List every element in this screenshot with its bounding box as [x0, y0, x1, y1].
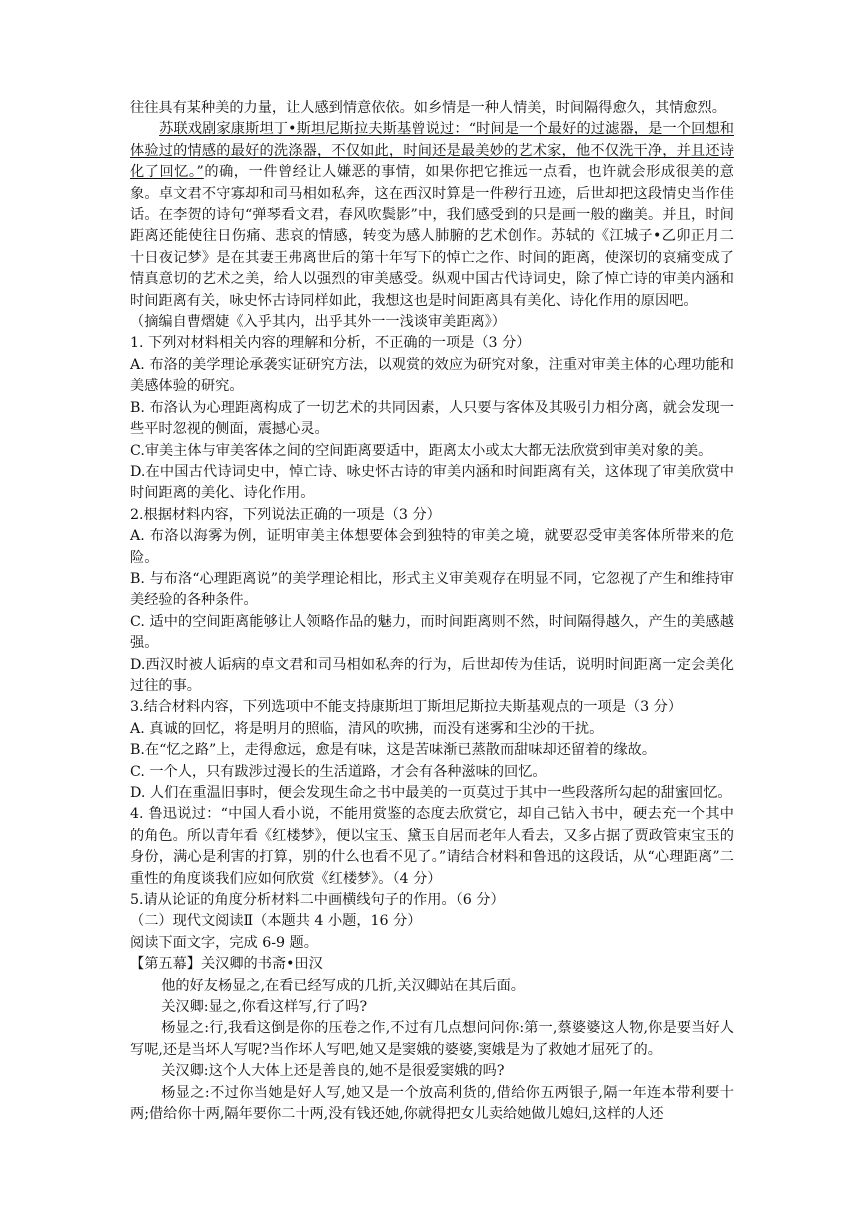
scene-title: 【第五幕】关汉卿的书斋•田汉 — [130, 956, 323, 973]
question-2-option-c: C. 适中的空间距离能够让人领略作品的魅力，而时间距离则不然，时间隔得越久，产生的美感越强。 — [130, 613, 734, 652]
question-3-option-c: C. 一个人，只有跋涉过漫长的生活道路，才会有各种滋味的回忆。 — [130, 763, 547, 780]
stage-direction: 他的好友杨显之,在看已经写成的几折,关汉卿站在其后面。 — [161, 977, 525, 994]
question-3-option-b: B.在“忆之路”上，走得愈远，愈是有味，这是苦味渐已蒸散而甜味却还留着的缘故。 — [130, 742, 657, 759]
question-5: 5.请从论证的角度分析材料二中画横线句子的作用。（6 分） — [130, 892, 505, 909]
section-instruction: 阅读下面文字，完成 6-9 题。 — [130, 934, 318, 951]
dialogue-line: 关汉卿:显之,你看这样写,行了吗? — [161, 999, 368, 1016]
dialogue-line: 杨显之:行,我看这倒是你的压卷之作,不过有几点想问问你:第一,蔡婆婆这人物,你是要当好人写呢,还是当坏人写呢?当作坏人写吧,她又是窦娥的婆婆,窦娥是为了救她才屈死了的。 — [130, 1020, 734, 1058]
question-3-option-d: D. 人们在重温旧事时，便会发现生命之书中最美的一页莫过于其中一些段落所勾起的甜蜜回忆。 — [130, 785, 732, 801]
section-heading: （二）现代文阅读Ⅱ（本题共 4 小题，16 分） — [130, 913, 422, 930]
question-3: 3.结合材料内容，下列选项中不能支持康斯坦丁斯坦尼斯拉夫斯基观点的一项是（3 分） — [130, 699, 683, 716]
passage-source: （摘编自曹熠婕《入乎其内，出乎其外一一浅谈审美距离》） — [130, 314, 506, 331]
passage-paragraph-quote — [130, 119, 734, 312]
question-1: 1. 下列对材料相关内容的理解和分析，不正确的一项是（3 分） — [130, 335, 531, 352]
question-1-option-a: A. 布洛的美学理论承袭实证研究方法，以观赏的效应为研究对象，注重对审美主体的心理功能和美感体验的研究。 — [130, 356, 734, 395]
question-4: 4. 鲁迅说过：“中国人看小说，不能用赏鉴的态度去欣赏它，却自己钻入书中，硬去充一个其中的角色。所以青年看《红楼梦》，便以宝玉、黛玉自居而老年人看去，又多占据了贾政管束宝玉的身份，满心是利害的打算，别的什么也看不见了。”请结合材料和鲁迅的这段话，从“心理距离”二重性的角度谈我们应如何欣赏《红楼梦》。（4 分） — [130, 806, 734, 887]
underlined-quote-sentence: “时间是一个最好的过滤器，是一个回想和体验过的情感的最好的洗涤器，不仅如此，时间还是最美妙的艺术家，他不仅洗干净，并且还诗化了回忆。” — [130, 121, 734, 181]
question-2-option-b: B. 与布洛“心理距离说”的美学理论相比，形式主义审美观存在明显不同，它忽视了产生和维持审美经验的各种条件。 — [130, 570, 734, 609]
dialogue-line: 杨显之:不过你当她是好人写,她又是一个放高利货的,借给你五两银子,隔一年连本带利要十两;借给你十两,隔年要你二十两,没有钱还她,你就得把女儿卖给她做儿媳妇,这样的人还 — [130, 1084, 734, 1123]
question-3-option-a: A. 真诚的回忆，将是明月的照临，清风的吹拂，而没有迷雾和尘沙的干扰。 — [130, 720, 604, 737]
question-1-option-b: B. 布洛认为心理距离构成了一切艺术的共同因素，人只要与客体及其吸引力相分离，就会发现一些平时忽视的侧面，震撼心灵。 — [130, 399, 734, 438]
passage-paragraph-continued: 往往具有某种美的力量，让人感到情意依依。如乡情是一种人情美，时间隔得愈久，其情愈烈。 — [130, 100, 726, 116]
passage-paragraph-body: 的确，一件曾经让人嫌恶的事情，如果你把它推远一点看，也许就会形成很美的意象。卓文君不守寡却和司马相如私奔，这在西汉时算是一件秽行丑迹，后世却把这段情史当作佳话。在李贺的诗句“弹琴看文君，春风吹鬓影”中，我们感受到的只是画一般的幽美。并且，时间距离还能使往日伤痛、悲哀的情感，转变为感人肺腑的艺术创作。苏轼的《江城子•乙卯正月二十日夜记梦》是在其妻王弗离世后的第十年写下的悼亡之作、时间的距离，使深切的哀痛变成了情真意切的艺术之美，给人以强烈的审美感受。纵观中国古代诗词史，除了悼亡诗的审美内涵和时间距离有关，咏史怀古诗同样如此，我想这也是时间距离具有美化、诗化作用的原因吧。 — [130, 164, 734, 309]
question-2-option-d: D.西汉时被人诟病的卓文君和司马相如私奔的行为，后世却传为佳话，说明时间距离一定会美化过往的事。 — [130, 656, 734, 694]
document-page — [130, 98, 734, 1126]
dialogue-line: 关汉卿:这个人大体上还是善良的,她不是很爱窦娥的吗? — [161, 1063, 505, 1080]
underlined-lead: 苏联戏剧家康斯坦丁•斯坦尼斯拉夫斯基曾说过： — [159, 121, 469, 138]
question-2: 2.根据材料内容，下列说法正确的一项是（3 分） — [130, 506, 441, 523]
question-2-option-a: A. 布洛以海雾为例，证明审美主体想要体会到独特的审美之境，就要忍受审美客体所带来的危险。 — [130, 528, 734, 566]
question-1-option-c: C.审美主体与审美客体之间的空间距离要适中，距离太小或太大都无法欣赏到审美对象的美。 — [130, 442, 713, 459]
question-1-option-d: D.在中国古代诗词史中，悼亡诗、咏史怀古诗的审美内涵和时间距离有关，这体现了审美欣赏中时间距离的美化、诗化作用。 — [130, 463, 734, 502]
